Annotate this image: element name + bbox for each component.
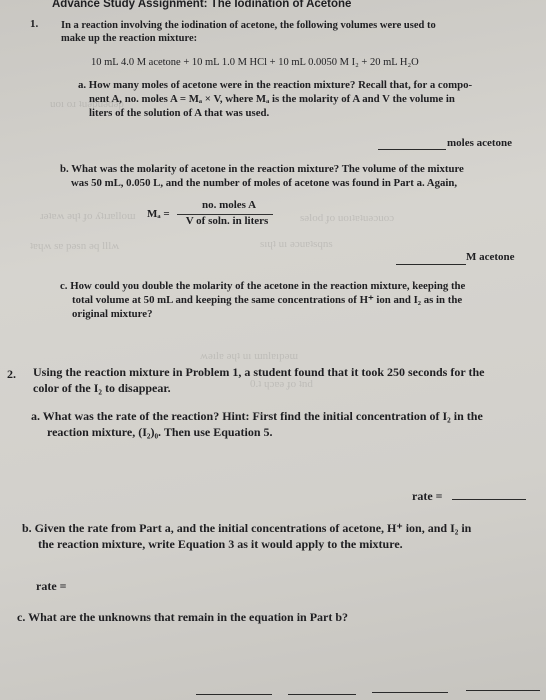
answer-blank-2c[interactable] [466,690,540,691]
bleed-through-text: uoı oɹ ʇuǝpuǝdǝp [50,98,124,110]
answer-blank-2c[interactable] [372,692,448,693]
problem-2-number: 2. [7,367,16,381]
question-1c [60,279,465,321]
formula-numerator: no. moles A [201,199,257,211]
text-line: c. What are the unknowns that remain in the equation in Part b? [17,610,349,624]
question-2a [31,408,483,440]
text-line: b. Given the rate from Part a, and the initial concentrations of acetone, H⁺ ion, and I₂ in [22,521,472,535]
text-line: color of the I₂ to disappear. [33,381,171,395]
problem-2-intro [33,364,484,396]
bleed-through-text: ʇɐɥʍ sɐ pǝsn ǝq lllʍ [30,240,120,252]
answer-blank-2c[interactable] [196,694,272,695]
question-2b [22,520,471,552]
text-line: nent A, no. moles A = Mₐ × V, where Mₐ is the molarity of A and V the volume in [89,93,455,105]
text-line: make up the reaction mixture: [61,33,198,44]
text-line: total volume at 50 mL and keeping the same concentrations of H⁺ ion and I₂ as in the [72,294,463,306]
text-line: reaction mixture, (I₂)₀. Then use Equation 5. [47,425,273,439]
answer-blank-1b[interactable] [396,264,466,265]
text-line: liters of the solution of A that was used. [89,107,270,119]
formula-denominator: V of soln. in liters [185,215,269,227]
text-line: In a reaction involving the iodination of acetone, the following volumes were used to [61,20,436,31]
text-line: the reaction mixture, write Equation 3 as it would apply to the mixture. [38,537,403,551]
bleed-through-text: ʍǝılɐ ǝɥʇ uı ɯnlɐıpǝɯ [200,350,299,362]
answer-blank-2a[interactable] [452,499,526,500]
reaction-mixture: 10 mL 4.0 M acetone + 10 mL 1.0 M HCl + 10 mL 0.0050 M I₂ + 20 mL H₂O [91,57,419,68]
bleed-through-text: sıɥʇ uı ǝɔuɐʇsqns [260,238,333,250]
problem-1-intro [61,19,436,45]
rate-label-2a: rate = [412,489,443,503]
answer-blank-1a[interactable] [378,149,446,150]
bleed-through-text: sǝlod ɟo uoıʇɐʇuǝɔuoɔ [300,212,395,224]
question-1b [60,162,464,190]
text-line: Using the reaction mixture in Problem 1, a student found that it took 250 seconds for the [33,365,485,379]
question-1a [78,78,472,120]
answer-unit-1a: moles acetone [447,137,513,149]
question-2c [17,609,348,625]
problem-1-number: 1. [30,18,39,30]
text-line: original mixture? [72,308,153,320]
text-line: b. What was the molarity of acetone in the reaction mixture? The volume of the mixture [60,163,464,175]
bleed-through-text: 0.ʇ ɥɔɐǝ ɟo ʇnd [250,378,313,390]
page-title: Advance Study Assignment: The Iodination of Acetone [52,0,352,10]
answer-blank-2c[interactable] [288,694,356,695]
formula-lhs: Mₐ = [147,208,170,220]
text-line: a. How many moles of acetone were in the reaction mixture? Recall that, for a compo- [78,79,473,91]
answer-unit-1b: M acetone [466,251,515,263]
bleed-through-text: ɹǝʇɐʍ ǝɥʇ ɟo ʎʇıɹɐlloɯ [40,210,136,222]
text-line: c. How could you double the molarity of the acetone in the reaction mixture, keeping the [60,280,466,292]
rate-label-2b: rate = [36,579,67,593]
text-line: was 50 mL, 0.050 L, and the number of moles of acetone was found in Part a. Again, [71,177,458,189]
text-line: a. What was the rate of the reaction? Hint: First find the initial concentration of I₂ in the [31,409,483,423]
